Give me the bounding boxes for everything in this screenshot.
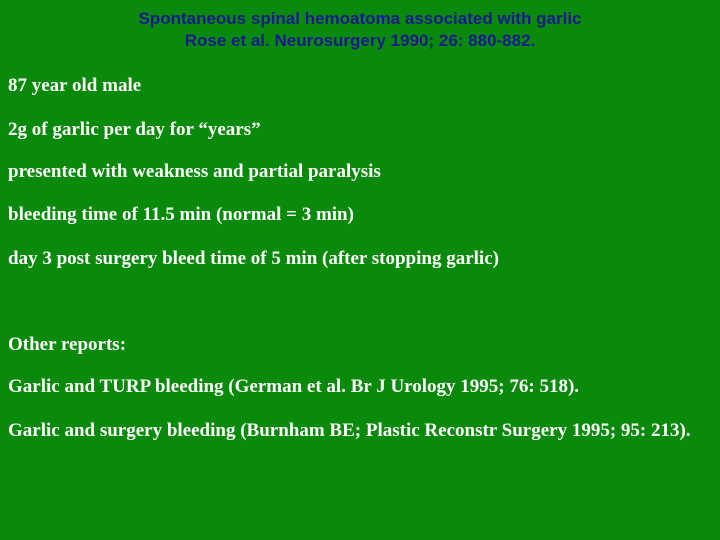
case-line-age: 87 year old male <box>8 75 142 96</box>
case-line-dose: 2g of garlic per day for “years” <box>8 119 261 140</box>
title-line-1: Spontaneous spinal hemoatoma associated with garlic <box>138 9 582 28</box>
other-reports-heading: Other reports: <box>8 334 127 355</box>
other-report-turp: Garlic and TURP bleeding (German et al. Br J Urology 1995; 76: 518). <box>8 376 580 397</box>
case-line-presentation: presented with weakness and partial paralysis <box>8 161 381 182</box>
other-report-surgery: Garlic and surgery bleeding (Burnham BE; Plastic Reconstr Surgery 1995; 95: 213). <box>8 420 691 441</box>
case-line-post-surgery: day 3 post surgery bleed time of 5 min (after stopping garlic) <box>8 248 499 269</box>
case-line-bleeding-time: bleeding time of 11.5 min (normal = 3 min) <box>8 204 354 225</box>
title-line-2: Rose et al. Neurosurgery 1990; 26: 880-882. <box>184 31 536 50</box>
slide-title <box>0 8 720 52</box>
